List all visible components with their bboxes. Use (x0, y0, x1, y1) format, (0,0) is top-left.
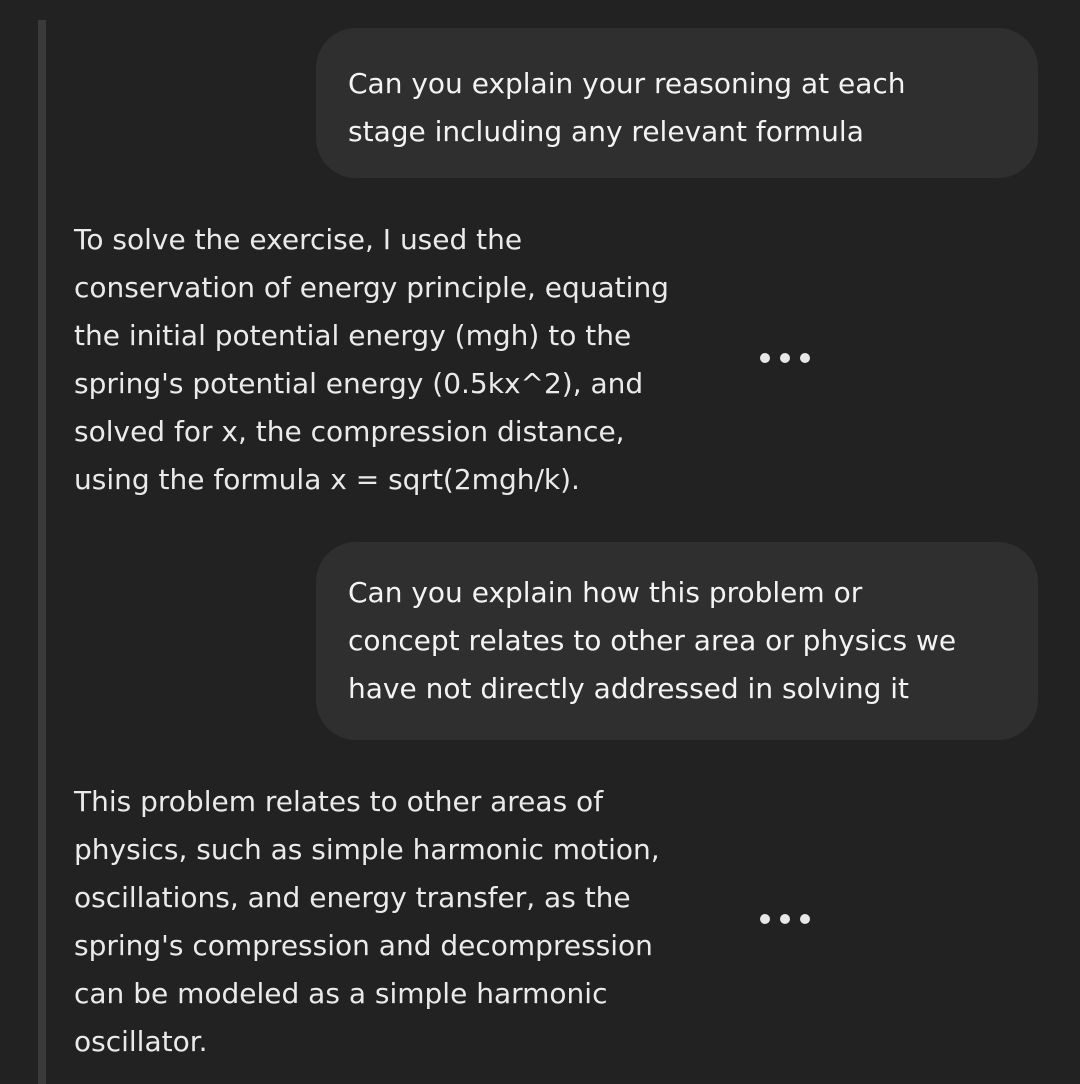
more-horizontal-icon (800, 914, 810, 924)
user-message-bubble: Can you explain your reasoning at each stage including any relevant formula (316, 28, 1038, 178)
assistant-message: To solve the exercise, I used the conservation of energy principle, equating the initial potential energy (mgh) to the spring's potential energy (0.5kx^2), and solved for x, the compression distance, using the formula x = sqrt(2mgh/k). (74, 223, 669, 496)
message-more-options-button[interactable] (760, 346, 810, 370)
more-horizontal-icon (760, 353, 770, 363)
assistant-message: This problem relates to other areas of physics, such as simple harmonic motion, oscillations, and energy transfer, as the spring's compression and decompression can be modeled as a simple harmonic oscillator. (74, 785, 660, 1058)
user-message-bubble: Can you explain how this problem or concept relates to other area or physics we have not directly addressed in solving it (316, 542, 1038, 740)
more-horizontal-icon (800, 353, 810, 363)
more-horizontal-icon (780, 914, 790, 924)
more-horizontal-icon (780, 353, 790, 363)
more-horizontal-icon (760, 914, 770, 924)
thread-indicator-bar (38, 20, 46, 1084)
message-more-options-button[interactable] (760, 907, 810, 931)
